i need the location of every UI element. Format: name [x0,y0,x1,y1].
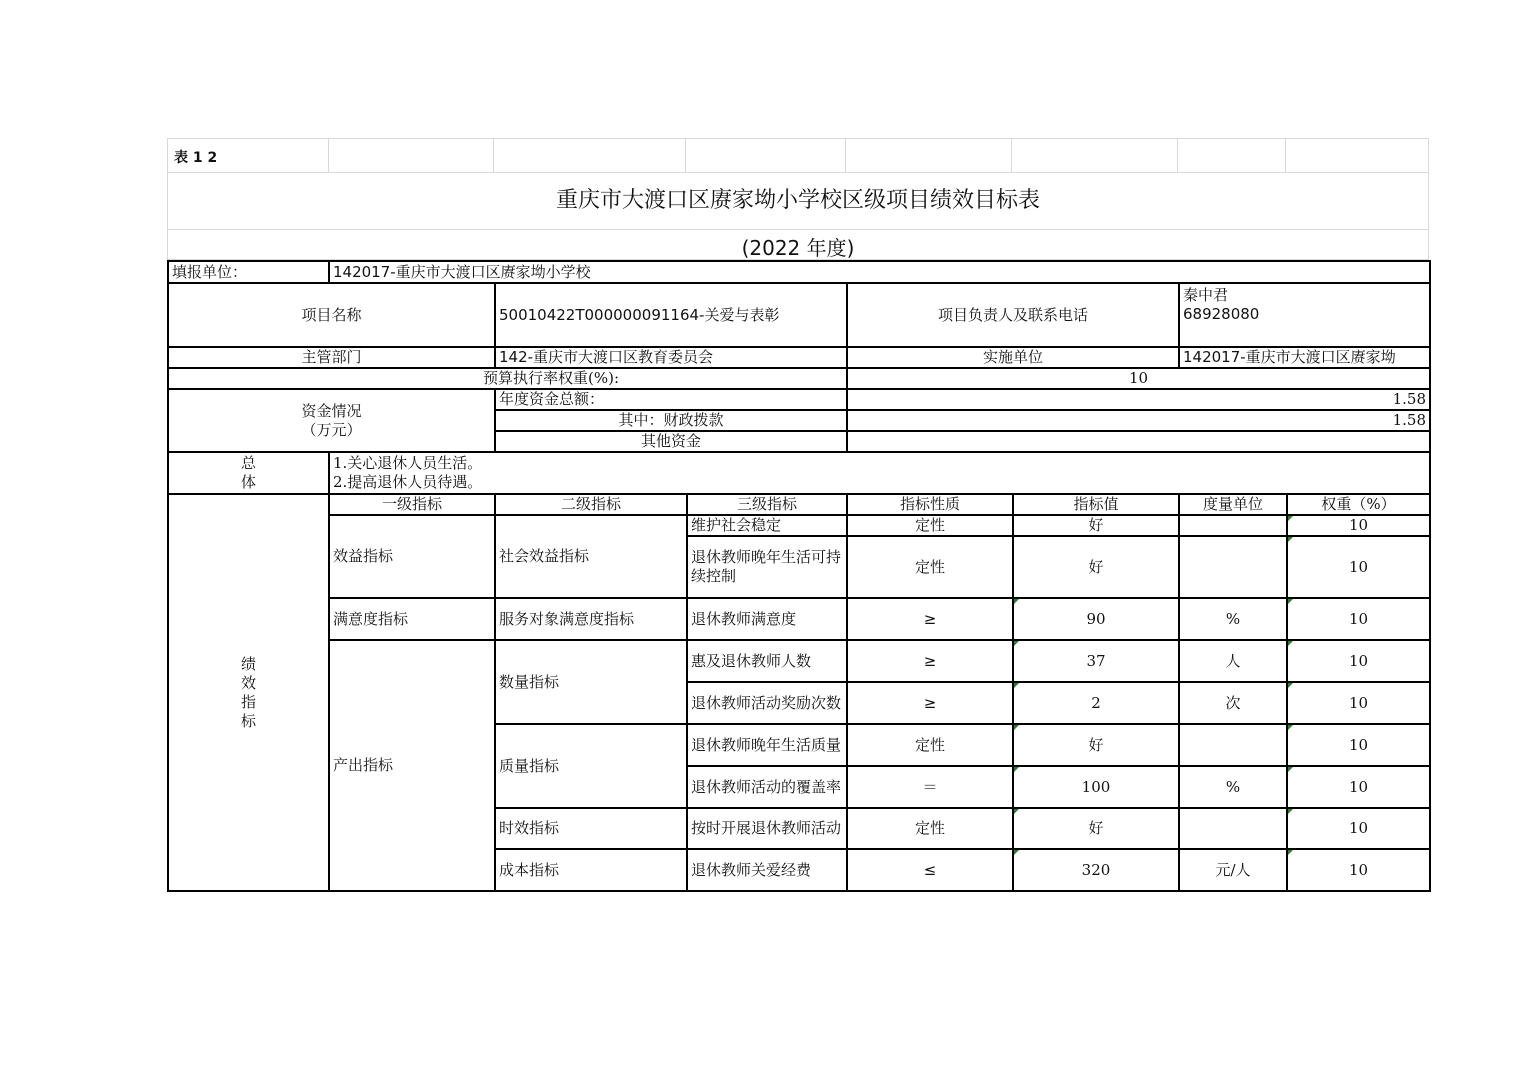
indicator-name: 退休教师活动的覆盖率 [687,766,847,808]
indicator-weight: 10 [1287,766,1430,808]
indicator-nature: 定性 [847,724,1013,766]
budget-weight-value: 10 [847,368,1430,389]
table-row [168,640,1430,682]
owner-name: 秦中君 [1183,286,1229,304]
column-header: 二级指标 [495,494,687,515]
level1-cell: 效益指标 [329,515,495,598]
funds-total-label: 年度资金总额： [495,389,847,410]
performance-target-sheet [167,138,1429,892]
goal-item: 1.关心退休人员生活。 [333,454,483,472]
indicator-value: 100 [1013,766,1179,808]
year-subtitle: (2022 年度) [741,236,855,260]
performance-table [167,260,1431,892]
indicator-unit [1179,515,1287,536]
funds-other-value [847,431,1430,452]
indicator-name: 退休教师活动奖励次数 [687,682,847,724]
indicator-unit: 人 [1179,640,1287,682]
funds-other-label: 其他资金 [495,431,847,452]
indicator-value: 2 [1013,682,1179,724]
overall-goal-text [329,452,1430,494]
sheet-header [167,138,1429,260]
column-header: 度量单位 [1179,494,1287,515]
funds-total-value: 1.58 [847,389,1430,410]
goal-item: 2.提高退休人员待遇。 [333,473,483,491]
budget-weight-label: 预算执行率权重(%): [168,368,847,389]
column-header: 权重（%） [1287,494,1430,515]
table-row [168,598,1430,640]
owner-phone: 68928080 [1183,305,1260,323]
level2-cell: 时效指标 [495,808,687,849]
level2-cell: 成本指标 [495,849,687,891]
project-name-label: 项目名称 [168,283,495,347]
level1-cell: 产出指标 [329,640,495,891]
indicator-value: 好 [1013,808,1179,849]
dept-label: 主管部门 [168,347,495,368]
level2-cell: 社会效益指标 [495,515,687,598]
level2-cell: 质量指标 [495,724,687,808]
indicator-unit [1179,724,1287,766]
indicator-weight: 10 [1287,515,1430,536]
column-header: 指标性质 [847,494,1013,515]
indicator-unit [1179,536,1287,598]
dept-row [168,347,1430,368]
indicator-section-label: 绩 效 指 标 [168,494,329,891]
reporting-unit-value: 142017-重庆市大渡口区赓家坳小学校 [329,261,1430,283]
table-row [168,515,1430,536]
project-name-value: 50010422T000000091164-关爱与表彰 [495,283,847,347]
level2-cell: 服务对象满意度指标 [495,598,687,640]
indicator-unit [1179,808,1287,849]
indicator-value: 好 [1013,515,1179,536]
project-name-row [168,283,1430,347]
reporting-unit-row [168,261,1430,283]
dept-value: 142-重庆市大渡口区教育委员会 [495,347,847,368]
owner-contact [1179,283,1430,347]
page-title: 重庆市大渡口区赓家坳小学校区级项目绩效目标表 [555,188,1040,213]
indicator-weight: 10 [1287,536,1430,598]
indicator-name: 按时开展退休教师活动 [687,808,847,849]
indicator-weight: 10 [1287,808,1430,849]
indicator-name: 退休教师晚年生活质量 [687,724,847,766]
funds-label: 资金情况 （万元） [168,389,495,452]
impl-value: 142017-重庆市大渡口区赓家坳 [1179,347,1430,368]
indicator-name: 退休教师满意度 [687,598,847,640]
indicator-name: 维护社会稳定 [687,515,847,536]
funds-total-row [168,389,1430,410]
overall-goal-row [168,452,1430,494]
indicator-header-row [168,494,1430,515]
reporting-unit-label: 填报单位： [168,261,329,283]
indicator-value: 37 [1013,640,1179,682]
column-header: 三级指标 [687,494,847,515]
indicator-weight: 10 [1287,849,1430,891]
table-number: 表 1 2 [174,150,218,166]
column-header: 一级指标 [329,494,495,515]
indicator-unit: 元/人 [1179,849,1287,891]
funds-fiscal-value: 1.58 [847,410,1430,431]
owner-label: 项目负责人及联系电话 [847,283,1179,347]
indicator-unit: % [1179,766,1287,808]
indicator-value: 90 [1013,598,1179,640]
level2-cell: 数量指标 [495,640,687,724]
budget-weight-row [168,368,1430,389]
indicator-nature: 定性 [847,808,1013,849]
indicator-value: 好 [1013,724,1179,766]
indicator-nature: ＝ [847,766,1013,808]
indicator-nature: ≥ [847,682,1013,724]
indicator-nature: ≥ [847,598,1013,640]
indicator-value: 320 [1013,849,1179,891]
indicator-nature: 定性 [847,536,1013,598]
indicator-name: 退休教师晚年生活可持续控制 [687,536,847,598]
indicator-nature: 定性 [847,515,1013,536]
indicator-weight: 10 [1287,598,1430,640]
overall-goal-label: 总 体 [168,452,329,494]
indicator-name: 惠及退休教师人数 [687,640,847,682]
indicator-unit: % [1179,598,1287,640]
indicator-nature: ≤ [847,849,1013,891]
funds-fiscal-label: 其中：财政拨款 [495,410,847,431]
indicator-unit: 次 [1179,682,1287,724]
indicator-name: 退休教师关爱经费 [687,849,847,891]
indicator-weight: 10 [1287,682,1430,724]
indicator-nature: ≥ [847,640,1013,682]
indicator-value: 好 [1013,536,1179,598]
impl-label: 实施单位 [847,347,1179,368]
indicator-weight: 10 [1287,724,1430,766]
column-header: 指标值 [1013,494,1179,515]
indicator-weight: 10 [1287,640,1430,682]
level1-cell: 满意度指标 [329,598,495,640]
